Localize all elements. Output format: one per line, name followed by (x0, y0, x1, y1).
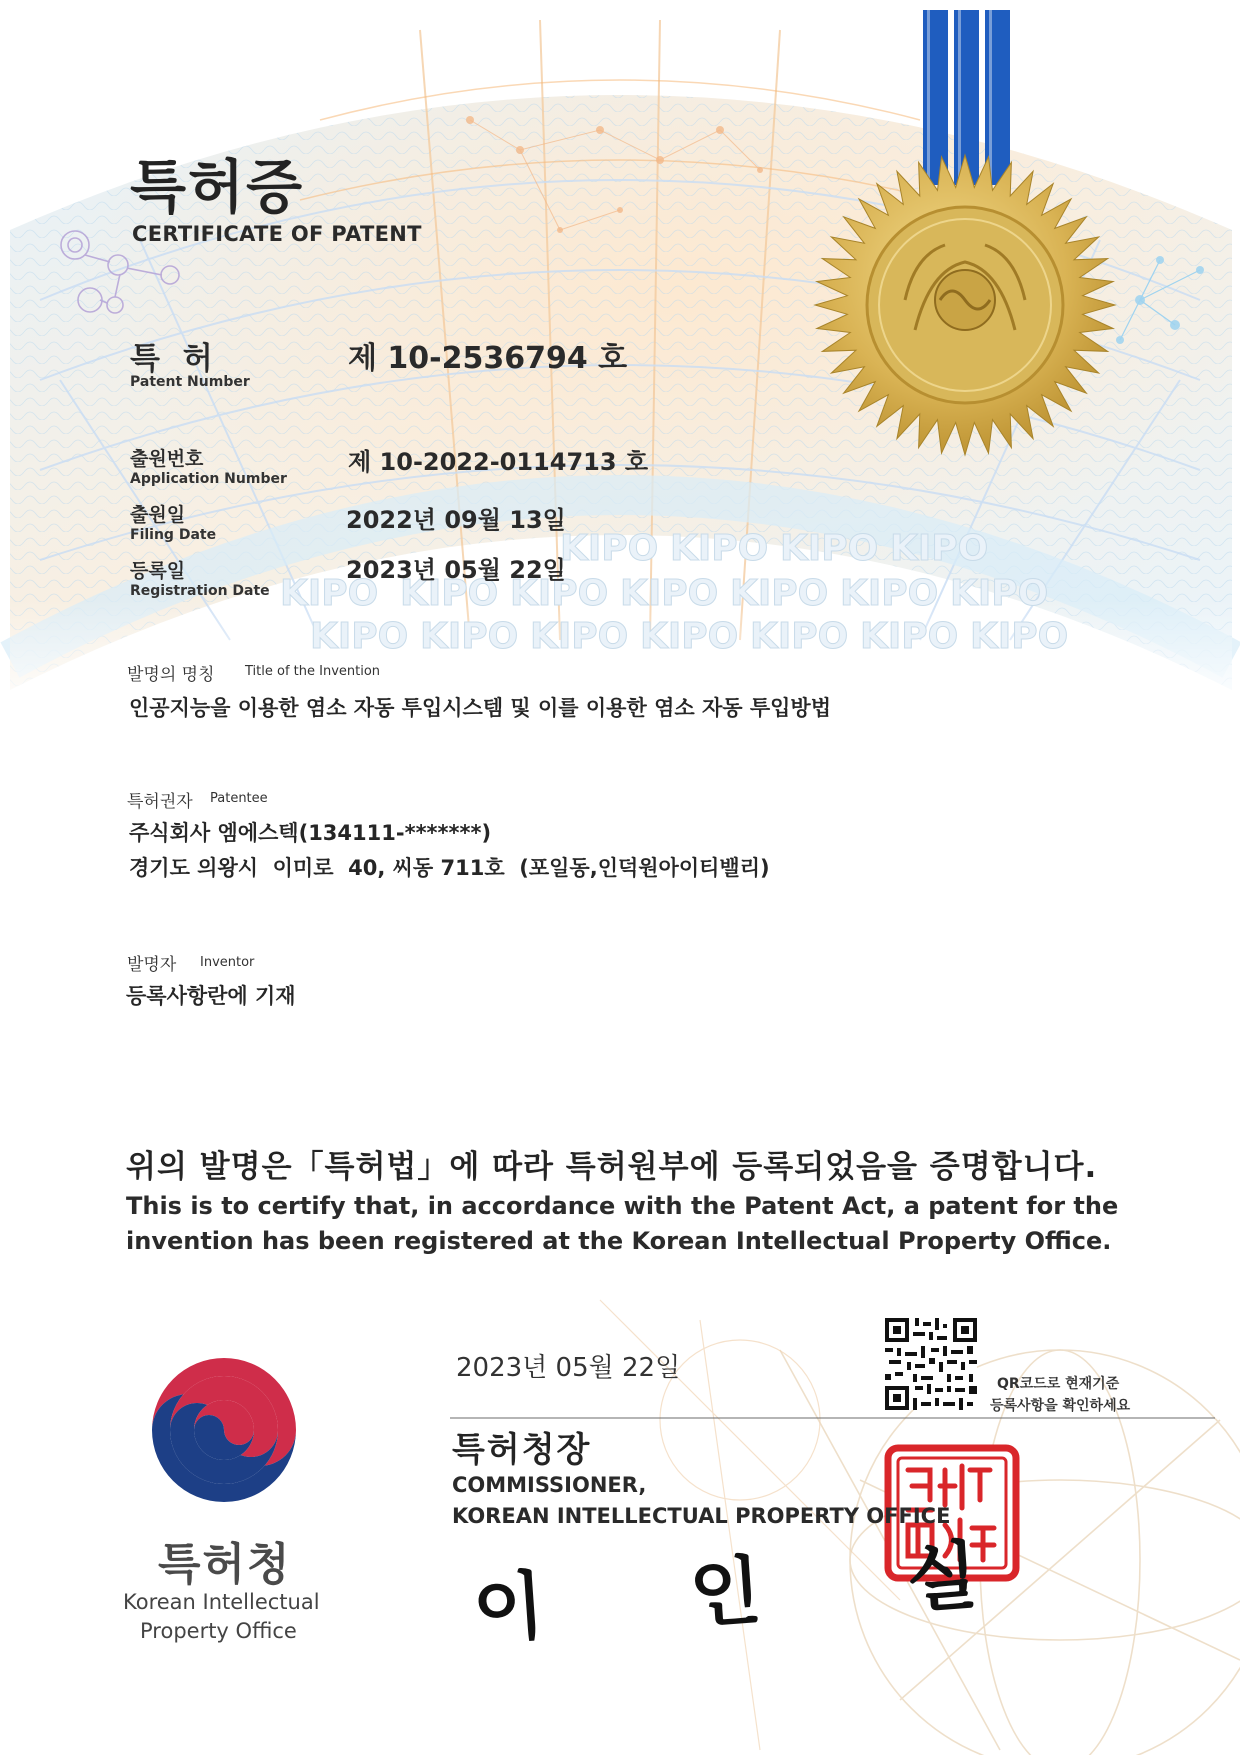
application-number-label-en: Application Number (130, 471, 287, 487)
inventor-label-en: Inventor (200, 955, 255, 970)
svg-text:KIPO: KIPO (840, 573, 939, 614)
patentee-name: 주식회사 엠에스텍(134111-*******) (129, 821, 492, 845)
office-name-en-line2: Property Office (140, 1619, 297, 1643)
patentee-address: 경기도 의왕시 이미로 40, 씨동 711호 (포일동,인덕원아이티밸리) (129, 856, 770, 880)
application-number-value: 제 10-2022-0114713 호 (348, 448, 649, 476)
svg-text:KIPO: KIPO (670, 528, 769, 569)
svg-text:KIPO: KIPO (560, 528, 659, 569)
issue-date: 2023년 05월 22일 (456, 1353, 681, 1383)
svg-text:KIPO: KIPO (310, 616, 409, 657)
qr-code (885, 1318, 977, 1410)
svg-text:KIPO: KIPO (950, 573, 1049, 614)
svg-text:KIPO: KIPO (280, 573, 379, 614)
invention-title-label-en: Title of the Invention (245, 664, 381, 679)
filing-date-label-en: Filing Date (130, 527, 217, 543)
svg-text:KIPO: KIPO (620, 573, 719, 614)
svg-text:KIPO: KIPO (780, 528, 879, 569)
commissioner-title-ko: 특허청장 (452, 1430, 592, 1470)
patent-number-value: 제 10-2536794 호 (348, 341, 628, 376)
commissioner-signature: 이 인 실 (470, 1528, 1041, 1654)
filing-date-value: 2022년 09월 13일 (346, 506, 566, 534)
invention-title-value: 인공지능을 이용한 염소 자동 투입시스템 및 이를 이용한 염소 자동 투입방법 (129, 696, 831, 720)
commissioner-title-en-line2: KOREAN INTELLECTUAL PROPERTY OFFICE (452, 1504, 951, 1528)
svg-text:KIPO: KIPO (400, 573, 499, 614)
svg-text:KIPO: KIPO (420, 616, 519, 657)
certificate-title-english: CERTIFICATE OF PATENT (132, 222, 422, 246)
office-name-ko: 특허청 (158, 1539, 292, 1590)
svg-text:KIPO: KIPO (730, 573, 829, 614)
office-name-en-line1: Korean Intellectual (123, 1590, 320, 1614)
inventor-label-ko: 발명자 (127, 955, 177, 975)
patentee-label-ko: 특허권자 (127, 792, 193, 812)
qr-note-line2: 등록사항을 확인하세요 (990, 1398, 1131, 1414)
svg-text:KIPO: KIPO (890, 528, 989, 569)
svg-text:KIPO: KIPO (750, 616, 849, 657)
svg-text:KIPO: KIPO (530, 616, 629, 657)
kipo-logo-emblem (152, 1358, 296, 1507)
certification-statement-en-line2: invention has been registered at the Korean Intellectual Property Office. (126, 1227, 1112, 1255)
qr-note-line1: QR코드로 현재기준 (997, 1376, 1120, 1392)
application-number-label-ko: 출원번호 (130, 448, 204, 470)
registration-date-value: 2023년 05월 22일 (346, 556, 566, 584)
filing-date-label-ko: 출원일 (130, 504, 186, 526)
certificate-title-korean: 특허증 (130, 153, 305, 221)
inventor-value: 등록사항란에 기재 (126, 984, 296, 1008)
gold-seal-medal (815, 155, 1115, 455)
svg-text:KIPO: KIPO (640, 616, 739, 657)
svg-text:KIPO: KIPO (510, 573, 609, 614)
invention-title-label-ko: 발명의 명칭 (127, 665, 215, 685)
patent-number-label-ko: 특 허 (130, 341, 219, 377)
certification-statement-ko: 위의 발명은「특허법」에 따라 특허원부에 등록되었음을 증명합니다. (126, 1149, 1098, 1185)
registration-date-label-ko: 등록일 (130, 560, 186, 582)
commissioner-title-en-line1: COMMISSIONER, (452, 1473, 647, 1497)
svg-text:KIPO: KIPO (860, 616, 959, 657)
patent-number-label-en: Patent Number (130, 374, 250, 390)
svg-text:KIPO: KIPO (970, 616, 1069, 657)
certification-statement-en-line1: This is to certify that, in accordance with the Patent Act, a patent for the (126, 1192, 1119, 1220)
patentee-label-en: Patentee (210, 791, 268, 806)
registration-date-label-en: Registration Date (130, 583, 270, 599)
